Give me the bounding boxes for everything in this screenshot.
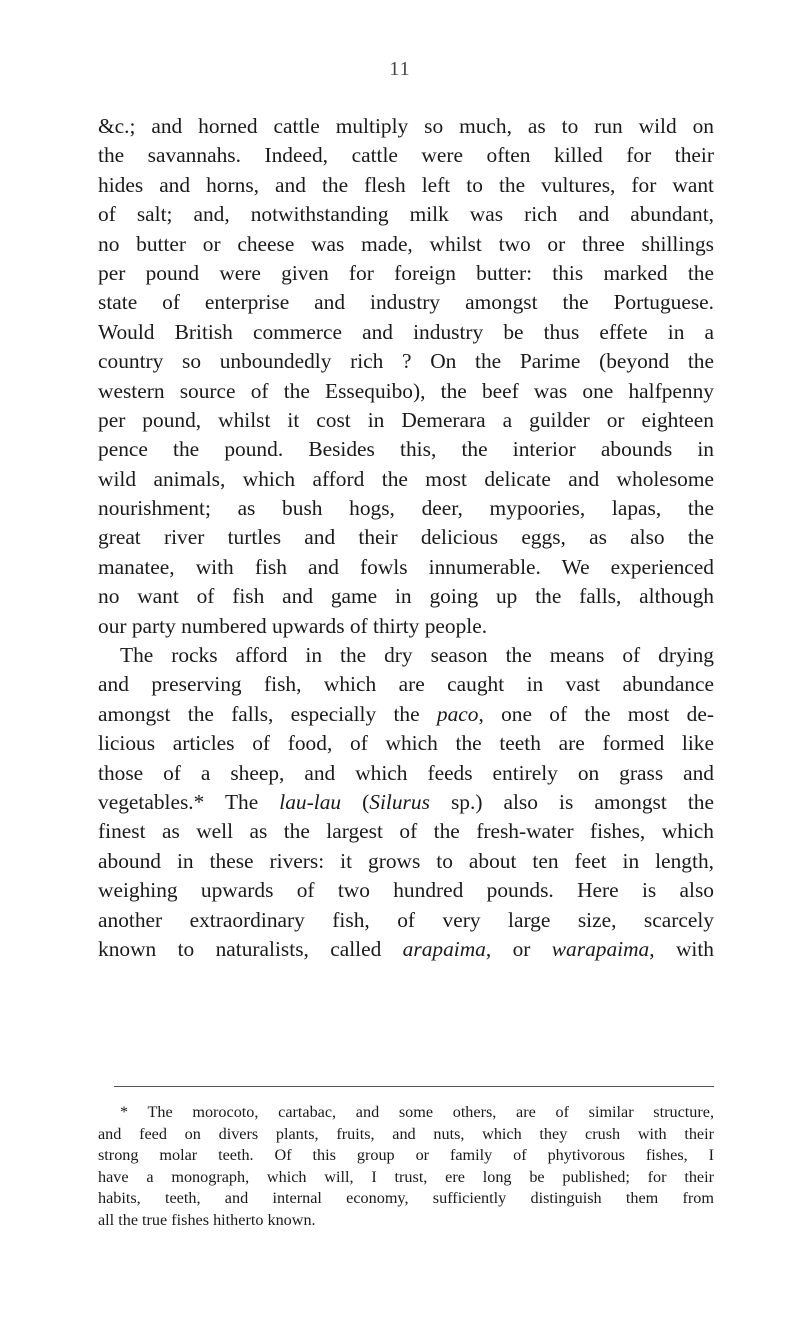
footnote bbox=[98, 1102, 714, 1232]
genus-name: Silurus bbox=[369, 789, 430, 814]
text-line: weighing upwards of two hundred pounds. Here is also bbox=[98, 878, 714, 903]
text-line: nourishment; as bush hogs, deer, mypoories, lapas, the bbox=[98, 496, 714, 521]
text-run: sp.) also is amongst the bbox=[429, 789, 714, 814]
text-line bbox=[98, 935, 714, 964]
footnote-line: have a monograph, which will, I trust, ere long be published; for their bbox=[98, 1167, 714, 1186]
text-line: no want of fish and game in going up the falls, although bbox=[98, 584, 714, 609]
page-number: 11 bbox=[389, 58, 411, 80]
text-line: finest as well as the largest of the fresh-water fishes, which bbox=[98, 819, 714, 844]
text-line: licious articles of food, of which the teeth are formed like bbox=[98, 731, 714, 756]
species-name: paco bbox=[436, 701, 479, 726]
text-line: manatee, with fish and fowls innumerable. We experienced bbox=[98, 554, 714, 579]
main-text bbox=[98, 112, 714, 964]
text-line: state of enterprise and industry amongst the Portuguese. bbox=[98, 290, 714, 315]
text-line bbox=[98, 788, 714, 817]
text-line: hides and horns, and the flesh left to the vultures, for want bbox=[98, 172, 714, 197]
text-line: the savannahs. Indeed, cattle were often killed for their bbox=[98, 143, 714, 168]
text-line: wild animals, which afford the most delicate and wholesome bbox=[98, 466, 714, 491]
text-line: per pound were given for foreign butter: this marked the bbox=[98, 260, 714, 285]
footnote-line: strong molar teeth. Of this group or family of phytivorous fishes, I bbox=[98, 1146, 714, 1165]
text-run: vegetables.* The bbox=[98, 789, 280, 814]
text-line: our party numbered upwards of thirty people. bbox=[98, 613, 488, 638]
text-line: and preserving fish, which are caught in vast abundance bbox=[98, 672, 714, 697]
species-name: arapaima bbox=[402, 936, 486, 961]
text-line: no butter or cheese was made, whilst two or three shillings bbox=[98, 231, 714, 256]
text-run: amongst the falls, especially the bbox=[98, 701, 437, 726]
text-line: per pound, whilst it cost in Demerara a guilder or eighteen bbox=[98, 407, 714, 432]
text-line: another extraordinary fish, of very large size, scarcely bbox=[98, 907, 714, 932]
text-run: , or bbox=[485, 936, 552, 961]
text-line: of salt; and, notwithstanding milk was rich and abundant, bbox=[98, 202, 714, 227]
footnote-line: all the true fishes hitherto known. bbox=[98, 1210, 316, 1229]
footnote-line: * The morocoto, cartabac, and some others, are of similar structure, bbox=[120, 1103, 714, 1121]
text-line bbox=[98, 700, 714, 729]
text-run: ( bbox=[341, 789, 370, 814]
text-line: pence the pound. Besides this, the interior abounds in bbox=[98, 437, 714, 462]
text-line: abound in these rivers: it grows to about ten feet in length, bbox=[98, 848, 714, 873]
text-line: great river turtles and their delicious eggs, as also the bbox=[98, 525, 714, 550]
text-line: western source of the Essequibo), the beef was one halfpenny bbox=[98, 378, 714, 403]
footnote-divider bbox=[114, 1086, 714, 1087]
species-name: warapaima bbox=[551, 936, 650, 961]
text-line: country so unboundedly rich ? On the Parime (beyond the bbox=[98, 349, 714, 374]
footnote-line: and feed on divers plants, fruits, and nuts, which they crush with their bbox=[98, 1124, 714, 1143]
text-run: known to naturalists, called bbox=[98, 936, 403, 961]
species-name: lau-lau bbox=[279, 789, 342, 814]
text-run: , one of the most de- bbox=[478, 701, 714, 726]
text-line: those of a sheep, and which feeds entirely on grass and bbox=[98, 760, 714, 785]
text-line: The rocks afford in the dry season the means of drying bbox=[120, 643, 714, 668]
text-line: Would British commerce and industry be thus effete in a bbox=[98, 319, 714, 344]
text-line: &c.; and horned cattle multiply so much, as to run wild on bbox=[98, 114, 714, 138]
footnote-line: habits, teeth, and internal economy, sufficiently distinguish them from bbox=[98, 1189, 714, 1208]
text-run: , with bbox=[649, 936, 714, 961]
